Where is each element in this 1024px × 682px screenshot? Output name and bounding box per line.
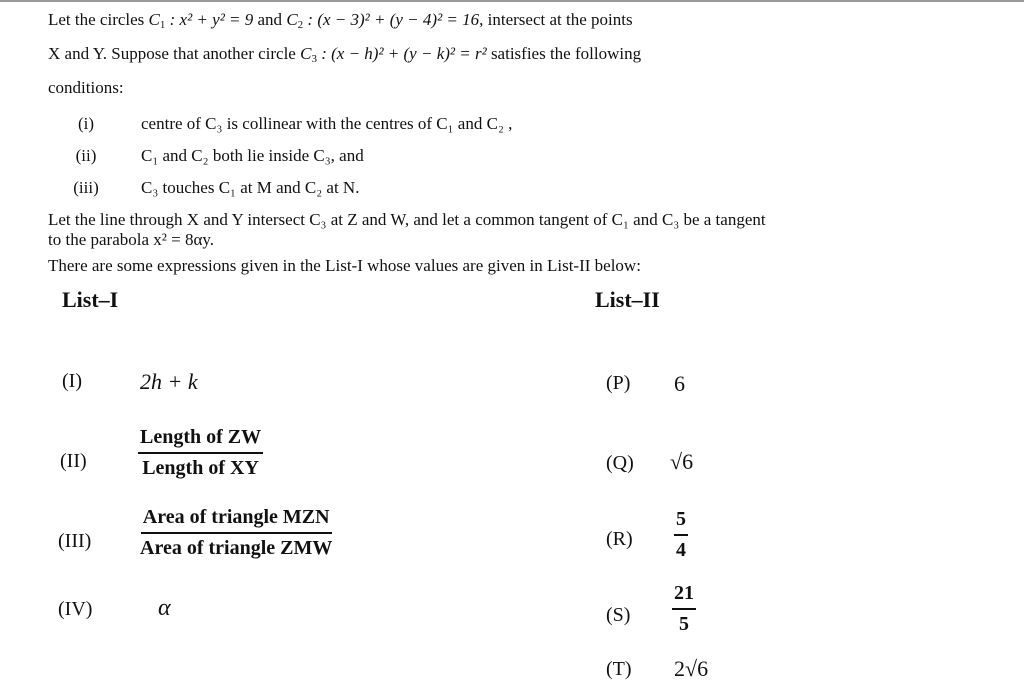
- intro-and: and: [253, 10, 287, 29]
- condition-text: C₃ touches C₁ at M and C₂ at N.: [141, 178, 360, 197]
- list-ii-label-q: (Q): [606, 452, 634, 474]
- intro-lead: Let the circles: [48, 10, 149, 29]
- fraction-denominator: 5: [679, 613, 689, 635]
- fraction-denominator: Area of triangle ZMW: [140, 537, 333, 559]
- list-ii-label-r: (R): [606, 528, 633, 550]
- list-i-label-4: (IV): [58, 598, 93, 620]
- list-i-label-2: (II): [60, 450, 87, 472]
- c1-equation: : x² + y² = 9: [169, 10, 254, 29]
- intro-tail: , intersect at the points: [479, 10, 633, 29]
- intro-line-1: Let the circles $C_1$ : x² + y² = 9 and $C_2$ : (x − 3)² + (y − 4)² = 16, intersect at the points: [48, 10, 633, 31]
- list-ii-fraction-s: [672, 582, 696, 636]
- list-i-expr-1: 2h + k: [140, 369, 198, 394]
- top-border: [0, 0, 1024, 2]
- condition-number: (ii): [75, 146, 97, 165]
- list-i-expr-4: α: [158, 595, 171, 621]
- intro-line2-start: X and Y. Suppose that another circle: [48, 44, 301, 63]
- list-i-heading: List–I: [62, 287, 119, 312]
- c3-equation: : (x − h)² + (y − k)² = r²: [321, 44, 487, 63]
- condition-text: centre of C₃ is collinear with the centres of C₁ and C₂ ,: [141, 114, 513, 133]
- tangent-paragraph: Let the line through X and Y intersect C₃ at Z and W, and let a common tangent of C₁ and C₃ be a tangent to the parabola x² = 8αy.: [48, 210, 766, 249]
- condition-number: (iii): [73, 178, 99, 197]
- list-ii-label-t: (T): [606, 658, 632, 680]
- list-i-fraction-3: [138, 506, 334, 560]
- intro-line2-tail: satisfies the following: [486, 44, 642, 63]
- list-i-fraction-2: [138, 426, 263, 480]
- fraction-denominator: Length of XY: [142, 457, 259, 479]
- fraction-numerator: 5: [674, 508, 688, 536]
- condition-text: C₁ and C₂ both lie inside C₃, and: [141, 146, 364, 165]
- fraction-numerator: 21: [672, 582, 696, 610]
- list-ii-fraction-r: [674, 508, 688, 562]
- intro-line-2: X and Y. Suppose that another circle $C_3$ : (x − h)² + (y − k)² = r² satisfies the following: [48, 44, 642, 65]
- intro-paragraph: [48, 9, 788, 99]
- list-ii-label-s: (S): [606, 604, 631, 626]
- fraction-numerator: Length of ZW: [138, 426, 263, 454]
- fraction-denominator: 4: [676, 539, 686, 561]
- condition-number: (i): [77, 114, 95, 133]
- fraction-numerator: Area of triangle MZN: [141, 506, 332, 534]
- list-ii-value-q: √6: [670, 449, 694, 474]
- list-ii-heading: List–II: [595, 287, 660, 312]
- list-i-label-1: (I): [62, 370, 82, 392]
- intro-line-3: conditions:: [48, 78, 124, 97]
- list-intro: There are some expressions given in the List-I whose values are given in List-II below:: [48, 256, 641, 275]
- list-ii-value-p: 6: [674, 371, 685, 396]
- list-i-label-3: (III): [58, 530, 92, 552]
- list-ii-value-t: 2√6: [674, 656, 709, 681]
- list-ii-label-p: (P): [606, 372, 631, 394]
- c2-equation: : (x − 3)² + (y − 4)² = 16: [307, 10, 480, 29]
